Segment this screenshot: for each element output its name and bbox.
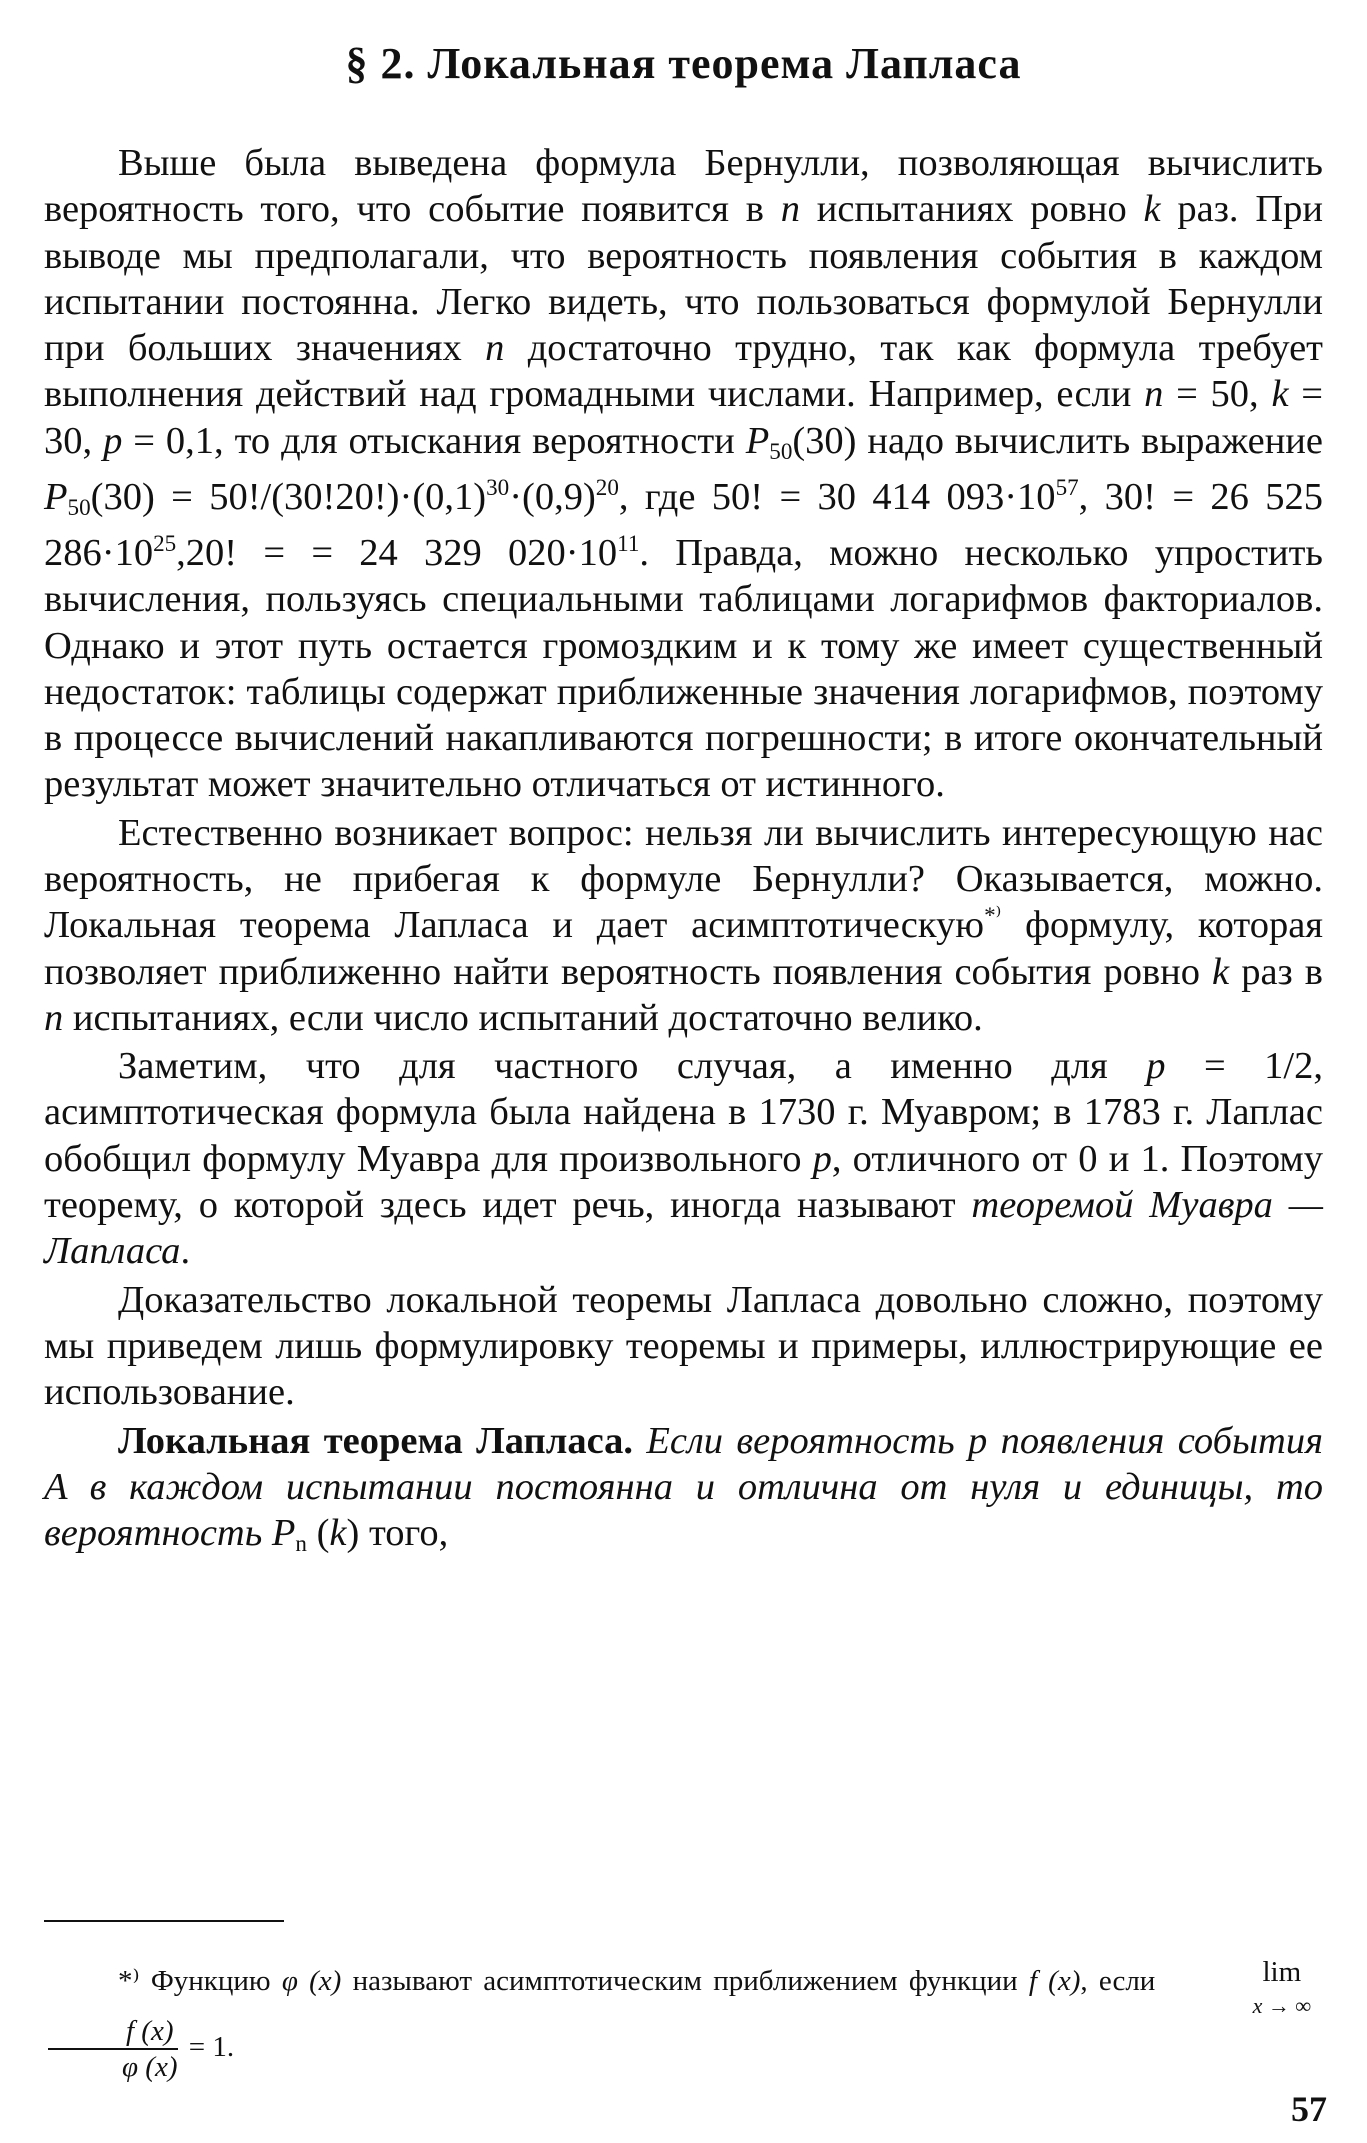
- footnote-divider: [44, 1920, 284, 1922]
- page-number: 57: [1291, 2089, 1327, 2129]
- body-text: [44, 140, 1323, 1566]
- footnote-marker: *⁾: [984, 902, 1002, 929]
- limit-expression: lim x → ∞: [1252, 1956, 1312, 2018]
- paragraph-question: Естественно возникает вопрос: нельзя ли вычислить интересующую нас вероятность, не прибегая к формуле Бернулли? Оказывается, можно. Локальная теорема Лапласа и дает асимптотическую*⁾ формулу, которая позволяет приближенно найти вероятность появления события ровно k раз в n испытаниях, если число испытаний достаточно велико.: [44, 811, 1324, 1039]
- paragraph-proof-note: Доказательство локальной теоремы Лапласа довольно сложно, поэтому мы приведем лишь формулировку теоремы и примеры, иллюстрирующие ее использование.: [44, 1278, 1323, 1414]
- section-title: § 2. Локальная теорема Лапласа: [345, 39, 1022, 88]
- fraction: $\frac{f (x)}{\varphi (x)}$: [48, 2017, 178, 2082]
- footnote: *⁾ Функцию φ (x) называют асимптотическим приближением функции f (x), если lim x → ∞ $\frac{f (x)}{\varphi (x)}$ = 1.: [44, 1958, 1323, 2082]
- paragraph-theorem: Локальная теорема Лапласа. Если вероятность p появления события A в каждом испытании постоянна и отлична от нуля и единицы, то вероятность $P_n$ (k) того,: [44, 1419, 1323, 1556]
- paragraph-bernoulli: Выше была выведена формула Бернулли, позволяющая вычислить вероятность того, что событие появится в n испытаниях ровно k раз. При выводе мы предполагали, что вероятность появления события в каждом испытании постоянна. Легко видеть, что пользоваться формулой Бернулли при больших значениях n достаточно трудно, так как формула требует выполнения действий над громадными числами. Например, если n = 50, k = 30, p = 0,1, то для отыскания вероятности $P_{50}(30)$ надо вычислить выражение $P_{50}(30) = 50!/(30!20!)\cdot(0,1)^{30}\cdot(0,9)^{20}$, где 50! = 30 414 $093\cdot 10^{57}$, 30! = 26 525 $286\cdot 10^{25},20$! = = 24 329 $020\cdot 10^{11}$. Правда, можно несколько упростить вычисления, пользуясь специальными таблицами логарифмов факториалов. Однако и этот путь остается громоздким и к тому же имеет существенный недостаток: таблицы содержат приближенные значения логарифмов, поэтому в процессе вычислений накапливаются погрешности; в итоге окончательный результат может значительно отличаться от истинного.: [44, 142, 1323, 806]
- paragraph-history: Заметим, что для частного случая, а именно для p = 1/2, асимптотическая формула была найдена в 1730 г. Муавром; в 1783 г. Лаплас обобщил формулу Муавра для произвольного p, отличного от 0 и 1. Поэтому теорему, о которой здесь идет речь, иногда называют теоремой Муавра — Лапласа.: [44, 1045, 1324, 1273]
- theorem-heading: Локальная теорема Лапласа.: [118, 1419, 633, 1462]
